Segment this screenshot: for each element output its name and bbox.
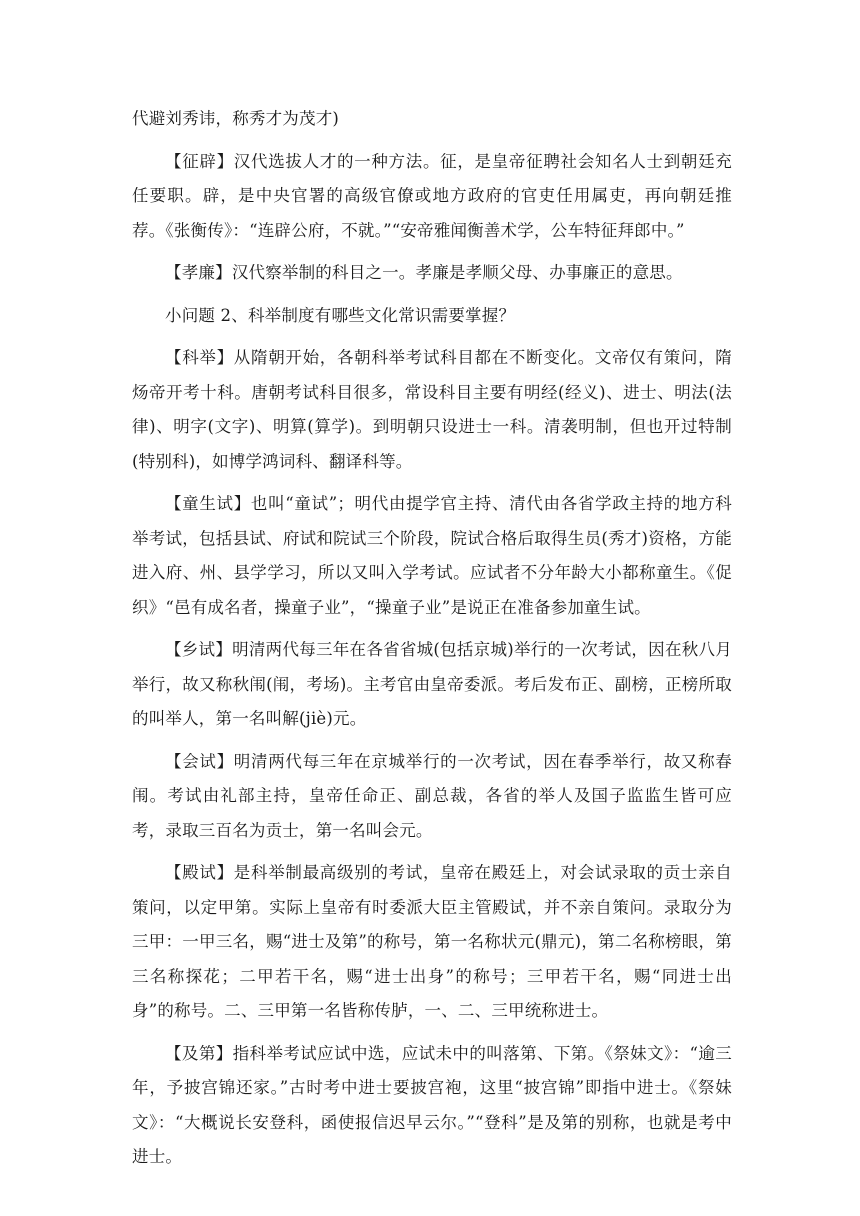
paragraph-text: 小问题 2、科举制度有哪些文化常识需要掌握？ xyxy=(165,305,516,325)
paragraph-continuation xyxy=(132,102,732,137)
paragraph-text: 指科举考试应试中选，应试未中的叫落第、下第。《祭妹文》：“逾三年，予披宫锦还家。”古时考中进士要披宫袍，这里“披宫锦”即指中进士。《祭妹文》：“大概说长安登科，函使报信迟早云尔。”“登科”是及第的别称，也就是考中进士。 xyxy=(132,1043,732,1166)
paragraph-text: 是科举制最高级别的考试，皇帝在殿廷上，对会试录取的贡士亲自策问，以定甲第。实际上皇帝有时委派大臣主管殿试，并不亲自策问。录取分为三甲：一甲三名，赐“进士及第”的称号，第一名称状元(鼎元)，第二名称榜眼，第三名称探花；二甲若干名，赐“进士出身”的称号；三甲若干名，赐“同进士出身”的称号。二、三甲第一名皆称传胪，一、二、三甲统称进士。 xyxy=(132,863,732,1020)
paragraph-text: 从隋朝开始，各朝科举考试科目都在不断变化。文帝仅有策问，隋炀帝开考十科。唐朝考试科目很多，常设科目主要有明经(经义)、进士、明法(法律)、明字(文字)、明算(算学)。到明朝只设进士一科。清袭明制，但也开过特制(特别科)，如博学鸿词科、翻译科等。 xyxy=(132,348,732,471)
paragraph-dianshi xyxy=(132,856,732,1029)
paragraph-text: 代避刘秀讳，称秀才为茂才) xyxy=(132,109,340,128)
term-label: 【会试】 xyxy=(165,751,234,771)
paragraph-text: 明清两代每三年在各省省城(包括京城)举行的一次考试，因在秋八月举行，故又称秋闱(闱，考场)。主考官由皇帝委派。考后发布正、副榜，正榜所取的叫举人，第一名叫解(jiè)元。 xyxy=(132,640,732,728)
term-label: 【殿试】 xyxy=(165,863,234,882)
paragraph-zhengbi xyxy=(132,145,732,249)
term-label: 【童生试】 xyxy=(165,494,251,513)
paragraph-jidi xyxy=(132,1037,732,1175)
term-label: 【征辟】 xyxy=(165,151,234,171)
paragraph-text: 明清两代每三年在京城举行的一次考试，因在春季举行，故又称春闱。考试由礼部主持，皇帝任命正、副总裁，各省的举人及国子监监生皆可应考，录取三百名为贡士，第一名叫会元。 xyxy=(132,751,732,840)
question-heading xyxy=(132,299,732,334)
paragraph-text: 汉代选拔人才的一种方法。征，是皇帝征聘社会知名人士到朝廷充任要职。辟，是中央官署的高级官僚或地方政府的官吏任用属吏，再向朝廷推荐。《张衡传》：“连辟公府，不就。”“安帝雅闻衡善术学，公车特征拜郎中。” xyxy=(132,151,732,240)
document-body xyxy=(132,102,732,1183)
term-label: 【乡试】 xyxy=(165,640,233,659)
paragraph-xiaolian xyxy=(132,256,732,291)
term-label: 【及第】 xyxy=(165,1043,233,1063)
paragraph-text: 汉代察举制的科目之一。孝廉是孝顺父母、办事廉正的意思。 xyxy=(231,263,683,282)
paragraph-huishi xyxy=(132,745,732,849)
paragraph-keju xyxy=(132,341,732,479)
paragraph-tongshengshi xyxy=(132,487,732,625)
term-label: 【孝廉】 xyxy=(165,263,232,282)
term-label: 【科举】 xyxy=(165,348,234,367)
paragraph-text: 也叫“童试”；明代由提学官主持、清代由各省学政主持的地方科举考试，包括县试、府试和院试三个阶段，院试合格后取得生员(秀才)资格，方能进入府、州、县学学习，所以又叫入学考试。应试者不分年龄大小都称童生。《促织》“邑有成名者，操童子业”，“操童子业”是说正在准备参加童生试。 xyxy=(132,494,733,617)
paragraph-xiangshi xyxy=(132,633,732,737)
